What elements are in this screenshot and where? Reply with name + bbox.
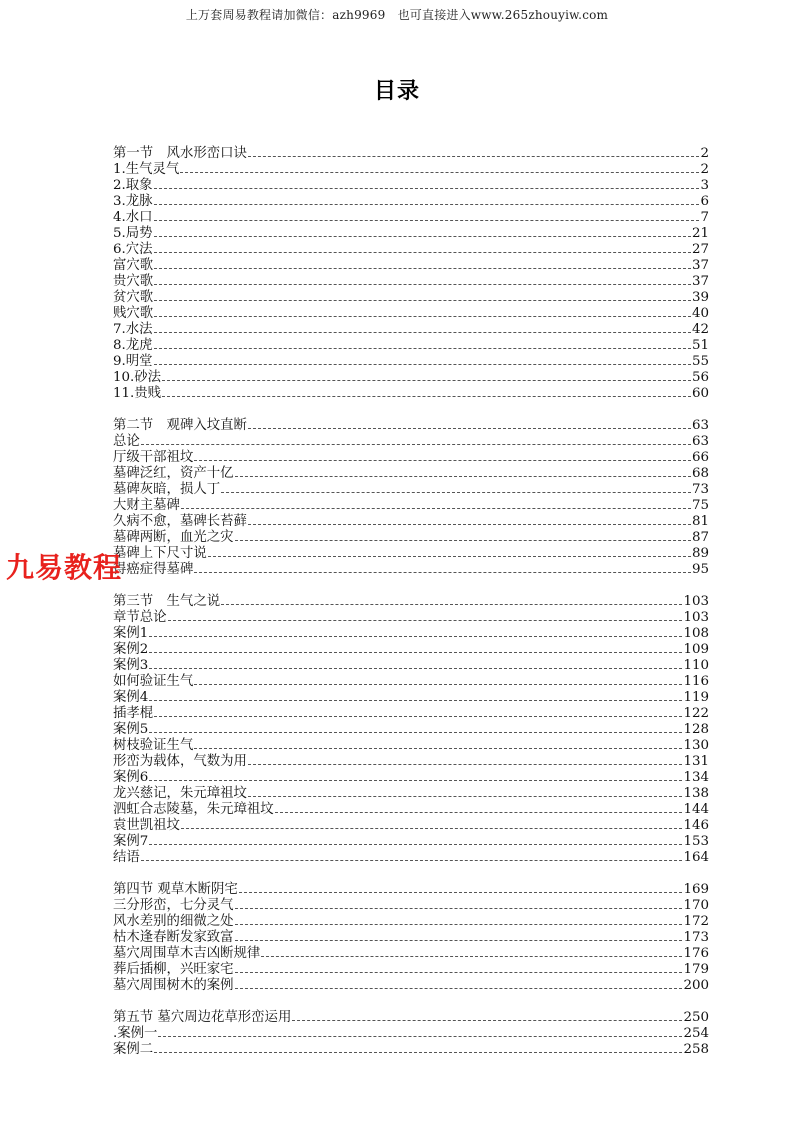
toc-entry-title: 墓穴周围草木吉凶断规律 — [113, 946, 261, 961]
toc-entry-page-number: 87 — [691, 530, 709, 545]
dotted-leader — [154, 332, 691, 333]
page-header: 上万套周易教程请加微信：azh9969 也可直接进入www.265zhouyiw.com — [185, 8, 609, 22]
dotted-leader — [154, 204, 700, 205]
dotted-leader — [149, 636, 682, 637]
toc-entry[interactable] — [113, 594, 709, 610]
toc-entry-page-number: 56 — [691, 370, 709, 385]
dotted-leader — [235, 988, 683, 989]
toc-entry-title: 第四节 观草木断阴宅 — [113, 882, 238, 897]
toc-entry-page-number: 60 — [691, 386, 709, 401]
toc-entry-title: 5.局势 — [113, 226, 153, 241]
toc-entry[interactable] — [113, 226, 709, 242]
toc-entry-title: 龙兴慈记，朱元璋祖坟 — [113, 786, 247, 801]
toc-entry-page-number: 2 — [700, 146, 709, 161]
toc-entry-title: .案例一 — [113, 1026, 158, 1041]
toc-entry-page-number: 173 — [683, 930, 709, 945]
dotted-leader — [149, 780, 682, 781]
dotted-leader — [154, 236, 691, 237]
toc-entry-page-number: 134 — [683, 770, 709, 785]
toc-entry[interactable] — [113, 930, 709, 946]
toc-entry-title: 厅级干部祖坟 — [113, 450, 194, 465]
dotted-leader — [194, 572, 691, 573]
toc-section — [113, 882, 709, 994]
toc-entry-page-number: 153 — [683, 834, 709, 849]
toc-entry[interactable] — [113, 146, 709, 162]
toc-entry[interactable] — [113, 530, 709, 546]
toc-entry-title: 结语 — [113, 850, 140, 865]
toc-entry-page-number: 119 — [683, 690, 709, 705]
toc-entry[interactable] — [113, 546, 709, 562]
toc-entry-title: 富穴歌 — [113, 258, 154, 273]
toc-entry-page-number: 51 — [691, 338, 709, 353]
toc-entry-title: 案例1 — [113, 626, 149, 641]
toc-entry[interactable] — [113, 882, 709, 898]
toc-entry-title: 案例4 — [113, 690, 149, 705]
toc-entry-title: 总论 — [113, 434, 140, 449]
toc-entry[interactable] — [113, 354, 709, 370]
dotted-leader — [248, 524, 691, 525]
dotted-leader — [154, 284, 691, 285]
toc-entry-page-number: 146 — [683, 818, 709, 833]
toc-entry-title: 墓碑灰暗，损人丁 — [113, 482, 221, 497]
dotted-leader — [181, 828, 682, 829]
toc-entry-page-number: 250 — [683, 1010, 709, 1025]
toc-entry[interactable] — [113, 418, 709, 434]
toc-entry-title: 得癌症得墓碑 — [113, 562, 194, 577]
dotted-leader — [248, 156, 700, 157]
toc-entry-page-number: 172 — [683, 914, 709, 929]
toc-entry-title: 墓穴周围树木的案例 — [113, 978, 234, 993]
toc-entry-title: 泗虹合志陵墓，朱元璋祖坟 — [113, 802, 274, 817]
toc-entry[interactable] — [113, 658, 709, 674]
toc-entry[interactable] — [113, 162, 709, 178]
toc-entry[interactable] — [113, 610, 709, 626]
toc-entry-title: 6.穴法 — [113, 242, 153, 257]
toc-entry-page-number: 176 — [683, 946, 709, 961]
toc-entry-page-number: 130 — [683, 738, 709, 753]
toc-entry[interactable] — [113, 178, 709, 194]
dotted-leader — [248, 796, 683, 797]
toc-entry-title: 案例二 — [113, 1042, 154, 1057]
toc-entry[interactable] — [113, 258, 709, 274]
toc-entry-page-number: 81 — [691, 514, 709, 529]
toc-entry-page-number: 200 — [683, 978, 709, 993]
dotted-leader — [208, 556, 691, 557]
toc-entry-title: 墓碑两断，血光之灾 — [113, 530, 234, 545]
toc-entry[interactable] — [113, 1010, 709, 1026]
dotted-leader — [141, 860, 683, 861]
toc-entry[interactable] — [113, 210, 709, 226]
dotted-leader — [141, 444, 691, 445]
dotted-leader — [235, 476, 691, 477]
dotted-leader — [235, 924, 683, 925]
dotted-leader — [221, 604, 682, 605]
toc-entry-title: 案例3 — [113, 658, 149, 673]
toc-section — [113, 1010, 709, 1058]
dotted-leader — [154, 252, 691, 253]
page-title: 目录 — [373, 79, 420, 104]
dotted-leader — [248, 428, 691, 429]
toc-entry-title: 7.水法 — [113, 322, 153, 337]
dotted-leader — [194, 748, 682, 749]
dotted-leader — [154, 348, 691, 349]
dotted-leader — [149, 700, 682, 701]
dotted-leader — [235, 540, 691, 541]
toc-entry-title: 1.生气灵气 — [113, 162, 180, 177]
toc-entry-page-number: 109 — [683, 642, 709, 657]
toc-entry[interactable] — [113, 690, 709, 706]
toc-section — [113, 146, 709, 402]
toc-entry-page-number: 110 — [683, 658, 709, 673]
dotted-leader — [221, 492, 691, 493]
dotted-leader — [168, 620, 683, 621]
toc-entry-page-number: 6 — [700, 194, 709, 209]
toc-entry-page-number: 40 — [691, 306, 709, 321]
toc-entry-page-number: 66 — [691, 450, 709, 465]
toc-entry-page-number: 95 — [691, 562, 709, 577]
toc-entry-title: 案例7 — [113, 834, 149, 849]
toc-entry-title: 枯木逢春断发家致富 — [113, 930, 234, 945]
toc-entry[interactable] — [113, 306, 709, 322]
toc-entry-title: 案例5 — [113, 722, 149, 737]
dotted-leader — [149, 844, 682, 845]
toc-entry-title: 案例2 — [113, 642, 149, 657]
dotted-leader — [235, 908, 683, 909]
dotted-leader — [162, 380, 691, 381]
toc-entry-page-number: 108 — [683, 626, 709, 641]
dotted-leader — [158, 1036, 682, 1037]
dotted-leader — [180, 172, 699, 173]
toc-entry[interactable] — [113, 370, 709, 386]
toc-entry[interactable] — [113, 834, 709, 850]
dotted-leader — [194, 460, 691, 461]
toc-entry-page-number: 164 — [683, 850, 709, 865]
table-of-contents — [113, 146, 709, 1074]
toc-entry-page-number: 73 — [691, 482, 709, 497]
toc-entry-title: 贵穴歌 — [113, 274, 154, 289]
toc-entry-title: 葬后插柳，兴旺家宅 — [113, 962, 234, 977]
toc-entry[interactable] — [113, 1042, 709, 1058]
toc-entry-page-number: 7 — [700, 210, 709, 225]
toc-entry-title: 风水差别的细微之处 — [113, 914, 234, 929]
toc-section — [113, 418, 709, 578]
toc-entry-page-number: 21 — [691, 226, 709, 241]
toc-entry-page-number: 55 — [691, 354, 709, 369]
toc-entry[interactable] — [113, 274, 709, 290]
toc-entry[interactable] — [113, 674, 709, 690]
toc-entry[interactable] — [113, 1026, 709, 1042]
toc-entry-page-number: 254 — [683, 1026, 709, 1041]
toc-entry-title: 2.取象 — [113, 178, 153, 193]
toc-entry[interactable] — [113, 754, 709, 770]
toc-entry[interactable] — [113, 642, 709, 658]
toc-entry-page-number: 37 — [691, 274, 709, 289]
toc-entry-title: 如何验证生气 — [113, 674, 194, 689]
toc-entry[interactable] — [113, 962, 709, 978]
toc-entry-page-number: 103 — [683, 594, 709, 609]
toc-entry-title: 墓碑上下尺寸说 — [113, 546, 207, 561]
dotted-leader — [194, 684, 682, 685]
toc-entry-title: 形峦为载体，气数为用 — [113, 754, 247, 769]
toc-entry-title: 章节总论 — [113, 610, 167, 625]
toc-entry-title: 三分形峦，七分灵气 — [113, 898, 234, 913]
toc-entry-page-number: 116 — [683, 674, 709, 689]
dotted-leader — [239, 892, 683, 893]
toc-entry[interactable] — [113, 978, 709, 994]
toc-entry[interactable] — [113, 322, 709, 338]
toc-entry-page-number: 170 — [683, 898, 709, 913]
dotted-leader — [154, 300, 691, 301]
toc-entry-title: 大财主墓碑 — [113, 498, 180, 513]
toc-entry[interactable] — [113, 946, 709, 962]
toc-entry-title: 第二节 观碑入坟直断 — [113, 418, 247, 433]
toc-entry-title: 第五节 墓穴周边花草形峦运用 — [113, 1010, 292, 1025]
toc-entry-page-number: 169 — [683, 882, 709, 897]
toc-entry-title: 树枝验证生气 — [113, 738, 194, 753]
dotted-leader — [261, 956, 682, 957]
dotted-leader — [154, 716, 682, 717]
dotted-leader — [154, 316, 691, 317]
toc-entry-title: 10.砂法 — [113, 370, 162, 385]
toc-entry-page-number: 138 — [683, 786, 709, 801]
toc-entry[interactable] — [113, 786, 709, 802]
toc-entry[interactable] — [113, 466, 709, 482]
toc-entry-title: 9.明堂 — [113, 354, 153, 369]
toc-entry-page-number: 128 — [683, 722, 709, 737]
toc-entry-title: 案例6 — [113, 770, 149, 785]
toc-entry-page-number: 3 — [700, 178, 709, 193]
toc-entry-page-number: 39 — [691, 290, 709, 305]
toc-entry[interactable] — [113, 914, 709, 930]
dotted-leader — [235, 972, 683, 973]
toc-entry[interactable] — [113, 738, 709, 754]
toc-entry[interactable] — [113, 626, 709, 642]
dotted-leader — [149, 668, 682, 669]
toc-entry-page-number: 258 — [683, 1042, 709, 1057]
toc-entry-page-number: 122 — [683, 706, 709, 721]
watermark-logo: 九易教程 — [6, 551, 123, 584]
dotted-leader — [235, 940, 683, 941]
toc-entry-title: 3.龙脉 — [113, 194, 153, 209]
toc-entry[interactable] — [113, 290, 709, 306]
toc-entry-page-number: 63 — [691, 418, 709, 433]
dotted-leader — [162, 396, 691, 397]
dotted-leader — [154, 220, 700, 221]
toc-entry[interactable] — [113, 194, 709, 210]
toc-entry-title: 久病不愈，墓碑长苔藓 — [113, 514, 247, 529]
toc-entry-page-number: 144 — [683, 802, 709, 817]
toc-entry-page-number: 75 — [691, 498, 709, 513]
toc-entry[interactable] — [113, 850, 709, 866]
toc-entry-page-number: 27 — [691, 242, 709, 257]
toc-entry-page-number: 103 — [683, 610, 709, 625]
toc-entry-page-number: 68 — [691, 466, 709, 481]
dotted-leader — [154, 364, 691, 365]
dotted-leader — [149, 732, 682, 733]
dotted-leader — [154, 1052, 682, 1053]
dotted-leader — [248, 764, 683, 765]
toc-entry-title: 4.水口 — [113, 210, 153, 225]
toc-entry-title: 墓碑泛红，资产十亿 — [113, 466, 234, 481]
toc-entry-title: 8.龙虎 — [113, 338, 153, 353]
toc-entry-page-number: 42 — [691, 322, 709, 337]
toc-entry-page-number: 63 — [691, 434, 709, 449]
toc-entry-page-number: 2 — [700, 162, 709, 177]
toc-entry[interactable] — [113, 338, 709, 354]
toc-entry[interactable] — [113, 898, 709, 914]
toc-entry-page-number: 179 — [683, 962, 709, 977]
toc-entry[interactable] — [113, 386, 709, 402]
toc-entry-title: 插孝棍 — [113, 706, 154, 721]
toc-entry[interactable] — [113, 818, 709, 834]
toc-entry-page-number: 89 — [691, 546, 709, 561]
dotted-leader — [154, 188, 700, 189]
toc-entry[interactable] — [113, 482, 709, 498]
dotted-leader — [275, 812, 683, 813]
toc-entry-title: 第三节 生气之说 — [113, 594, 221, 609]
toc-entry[interactable] — [113, 706, 709, 722]
toc-entry[interactable] — [113, 514, 709, 530]
toc-entry[interactable] — [113, 802, 709, 818]
dotted-leader — [181, 508, 691, 509]
toc-entry-title: 11.贵贱 — [113, 386, 162, 401]
toc-entry[interactable] — [113, 498, 709, 514]
toc-entry-title: 贫穴歌 — [113, 290, 154, 305]
toc-section — [113, 594, 709, 866]
toc-entry[interactable] — [113, 434, 709, 450]
toc-entry-title: 袁世凯祖坟 — [113, 818, 180, 833]
toc-entry[interactable] — [113, 242, 709, 258]
toc-entry[interactable] — [113, 770, 709, 786]
dotted-leader — [292, 1020, 682, 1021]
dotted-leader — [154, 268, 691, 269]
toc-entry-title: 贱穴歌 — [113, 306, 154, 321]
dotted-leader — [149, 652, 682, 653]
toc-entry[interactable] — [113, 722, 709, 738]
toc-entry[interactable] — [113, 562, 709, 578]
toc-entry[interactable] — [113, 450, 709, 466]
toc-entry-title: 第一节 风水形峦口诀 — [113, 146, 247, 161]
toc-entry-page-number: 37 — [691, 258, 709, 273]
toc-entry-page-number: 131 — [683, 754, 709, 769]
